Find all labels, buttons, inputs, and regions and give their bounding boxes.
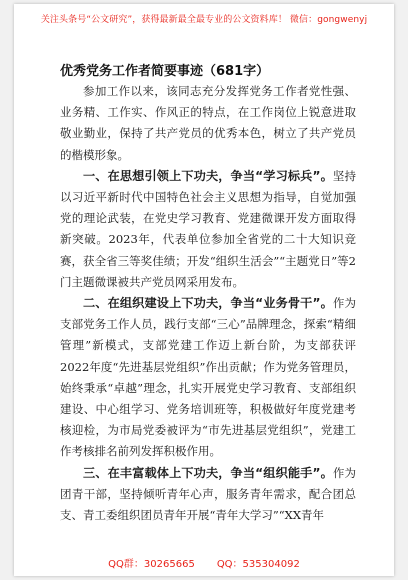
qq-contact-text: QQ：535304092 [216,559,300,570]
document-page [14,4,394,576]
contact-footer [14,555,394,570]
section-2-paragraph [60,293,356,463]
qq-group-text: QQ群：30265665 [108,559,195,570]
section-2-heading: 二、在组织建设上下功夫，争当“业务骨干”。 [83,296,333,311]
section-2-text: 作为支部党务工作人员，践行支部“三心”品牌理念，探索“精细管理”新模式，支部党建工作迈上新台阶，为支部获评2022年度“先进基层党组织”作出贡献；作为党务管理员，始终秉承“卓越”理念，扎实开展党史学习教育、支部组织建设、中心组学习、党务培训班等，积极做好年度党建考核迎检，为市局党委被评为“市先进基层党组织”，党建工作考核排名前列发挥积极作用。 [60,296,356,459]
intro-paragraph: 参加工作以来，该同志充分发挥党务工作者党性强、业务精、工作实、作风正的特点，在工作岗位上锐意进取敬业勤业，保持了共产党员的优秀本色，树立了共产党员的楷模形象。 [60,84,356,162]
document-body [60,81,356,526]
section-1-text: 坚持以习近平新时代中国特色社会主义思想为指导，自觉加强党的理论武装，在党史学习教育、党建微课开发方面取得新突破。2023年，代表单位参加全省党的二十大知识竞赛，获全省三等奖佳绩；开发“组织生活会”“主题党日”等2门主题微课被共产党员网采用发布。 [60,168,356,289]
section-1-heading: 一、在思想引领上下功夫，争当“学习标兵”。 [83,168,333,183]
promo-banner: 关注头条号“公文研究”，获得最新最全最专业的公文资料库！ 微信：gongwenyj [40,15,368,25]
document-title: 优秀党务工作者简要事迹（681字） [60,64,270,79]
section-3-heading: 三、在丰富载体上下功夫，争当“组织能手”。 [83,465,333,480]
section-3-text: 作为团青干部，坚持倾听青年心声，服务青年需求，配合团总支、青工委组织团员青年开展“青年大学习”“XX青年 [60,465,356,523]
section-3-paragraph [60,463,356,527]
section-1-paragraph [60,166,356,293]
